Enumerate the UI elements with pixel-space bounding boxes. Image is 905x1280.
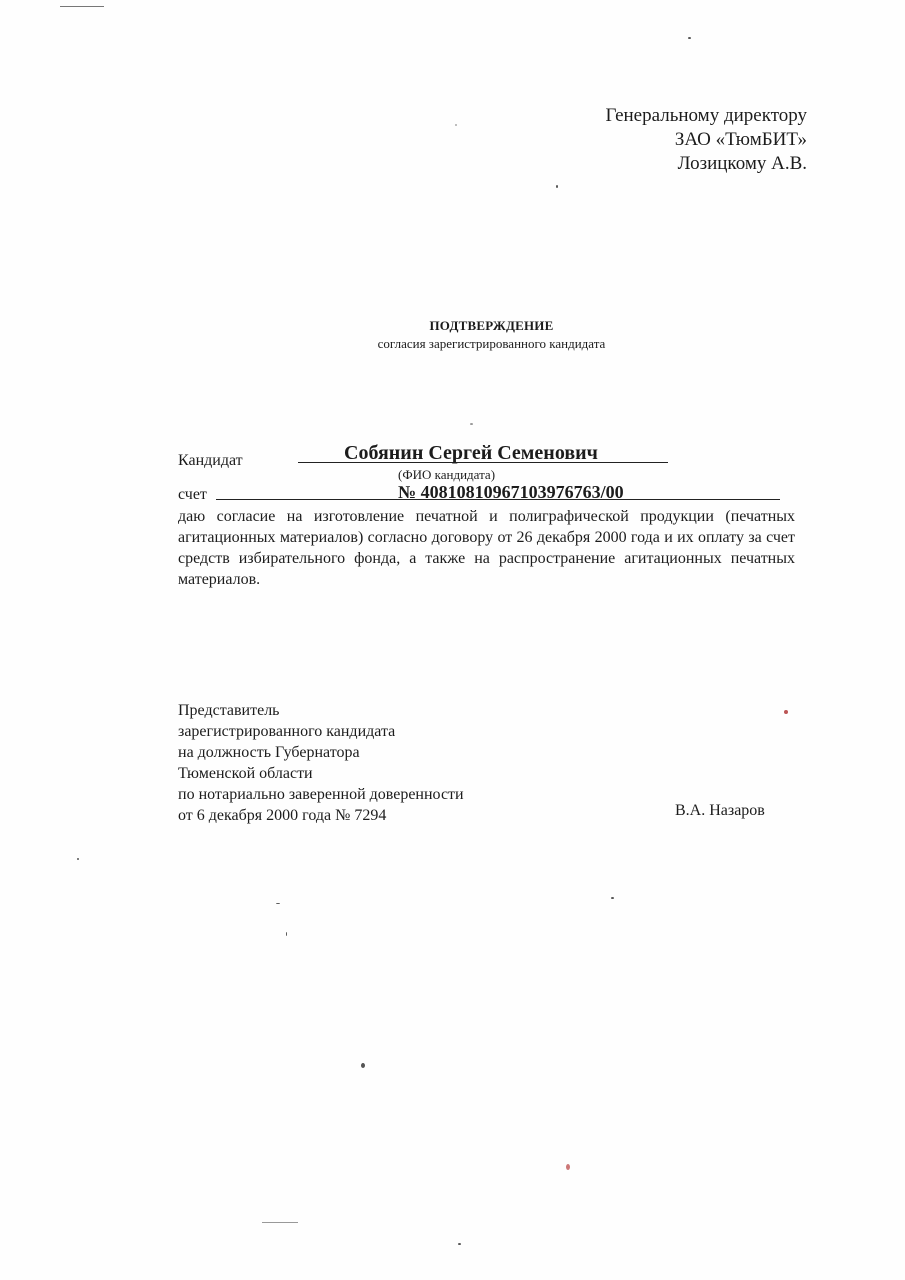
representative-line: по нотариально заверенной доверенности (178, 786, 464, 803)
document-title: ПОДТВЕРЖДЕНИЕ (429, 318, 554, 333)
scan-speck (470, 423, 473, 425)
signer-name: В.А. Назаров (675, 802, 765, 819)
representative-line: на должность Губернатора (178, 744, 360, 761)
scan-speck (361, 1063, 365, 1068)
scan-speck (455, 124, 457, 126)
representative-line: Представитель (178, 702, 280, 719)
addressee-block (606, 104, 807, 176)
scan-speck (566, 1164, 570, 1170)
scan-speck (458, 1243, 461, 1245)
consent-text: даю согласие на изготовление печатной и полиграфической продукции (печатных агитационных материалов) согласно договору от 26 декабря 2000 года и их оплату за счет средств избирательного фонда, а также на распространение агитационных печатных материалов. (178, 508, 795, 588)
scan-speck (784, 710, 788, 714)
scan-speck (556, 185, 558, 188)
representative-line: Тюменской области (178, 765, 313, 782)
account-number: № 40810810967103976763/00 (398, 482, 624, 502)
scan-speck (276, 903, 280, 904)
document-heading (0, 318, 905, 352)
account-label: счет (178, 486, 207, 503)
addressee-name: Лозицкому А.В. (677, 153, 807, 174)
addressee-position: Генеральному директору (605, 105, 807, 126)
account-row (178, 482, 788, 506)
candidate-caption: (ФИО кандидата) (398, 467, 496, 482)
scan-speck (77, 858, 79, 860)
scan-artifact (262, 1222, 298, 1223)
candidate-name: Собянин Сергей Семенович (344, 442, 598, 464)
scan-speck (688, 37, 691, 39)
scan-artifact (60, 6, 104, 7)
document-subtitle: согласия зарегистрированного кандидата (377, 336, 606, 351)
addressee-company: ЗАО «ТюмБИТ» (674, 129, 807, 150)
representative-line: зарегистрированного кандидата (178, 723, 396, 740)
scan-speck (611, 897, 614, 899)
representative-line: от 6 декабря 2000 года № 7294 (178, 807, 387, 824)
scan-speck (286, 932, 287, 936)
representative-block (178, 700, 464, 826)
candidate-label: Кандидат (178, 452, 243, 469)
